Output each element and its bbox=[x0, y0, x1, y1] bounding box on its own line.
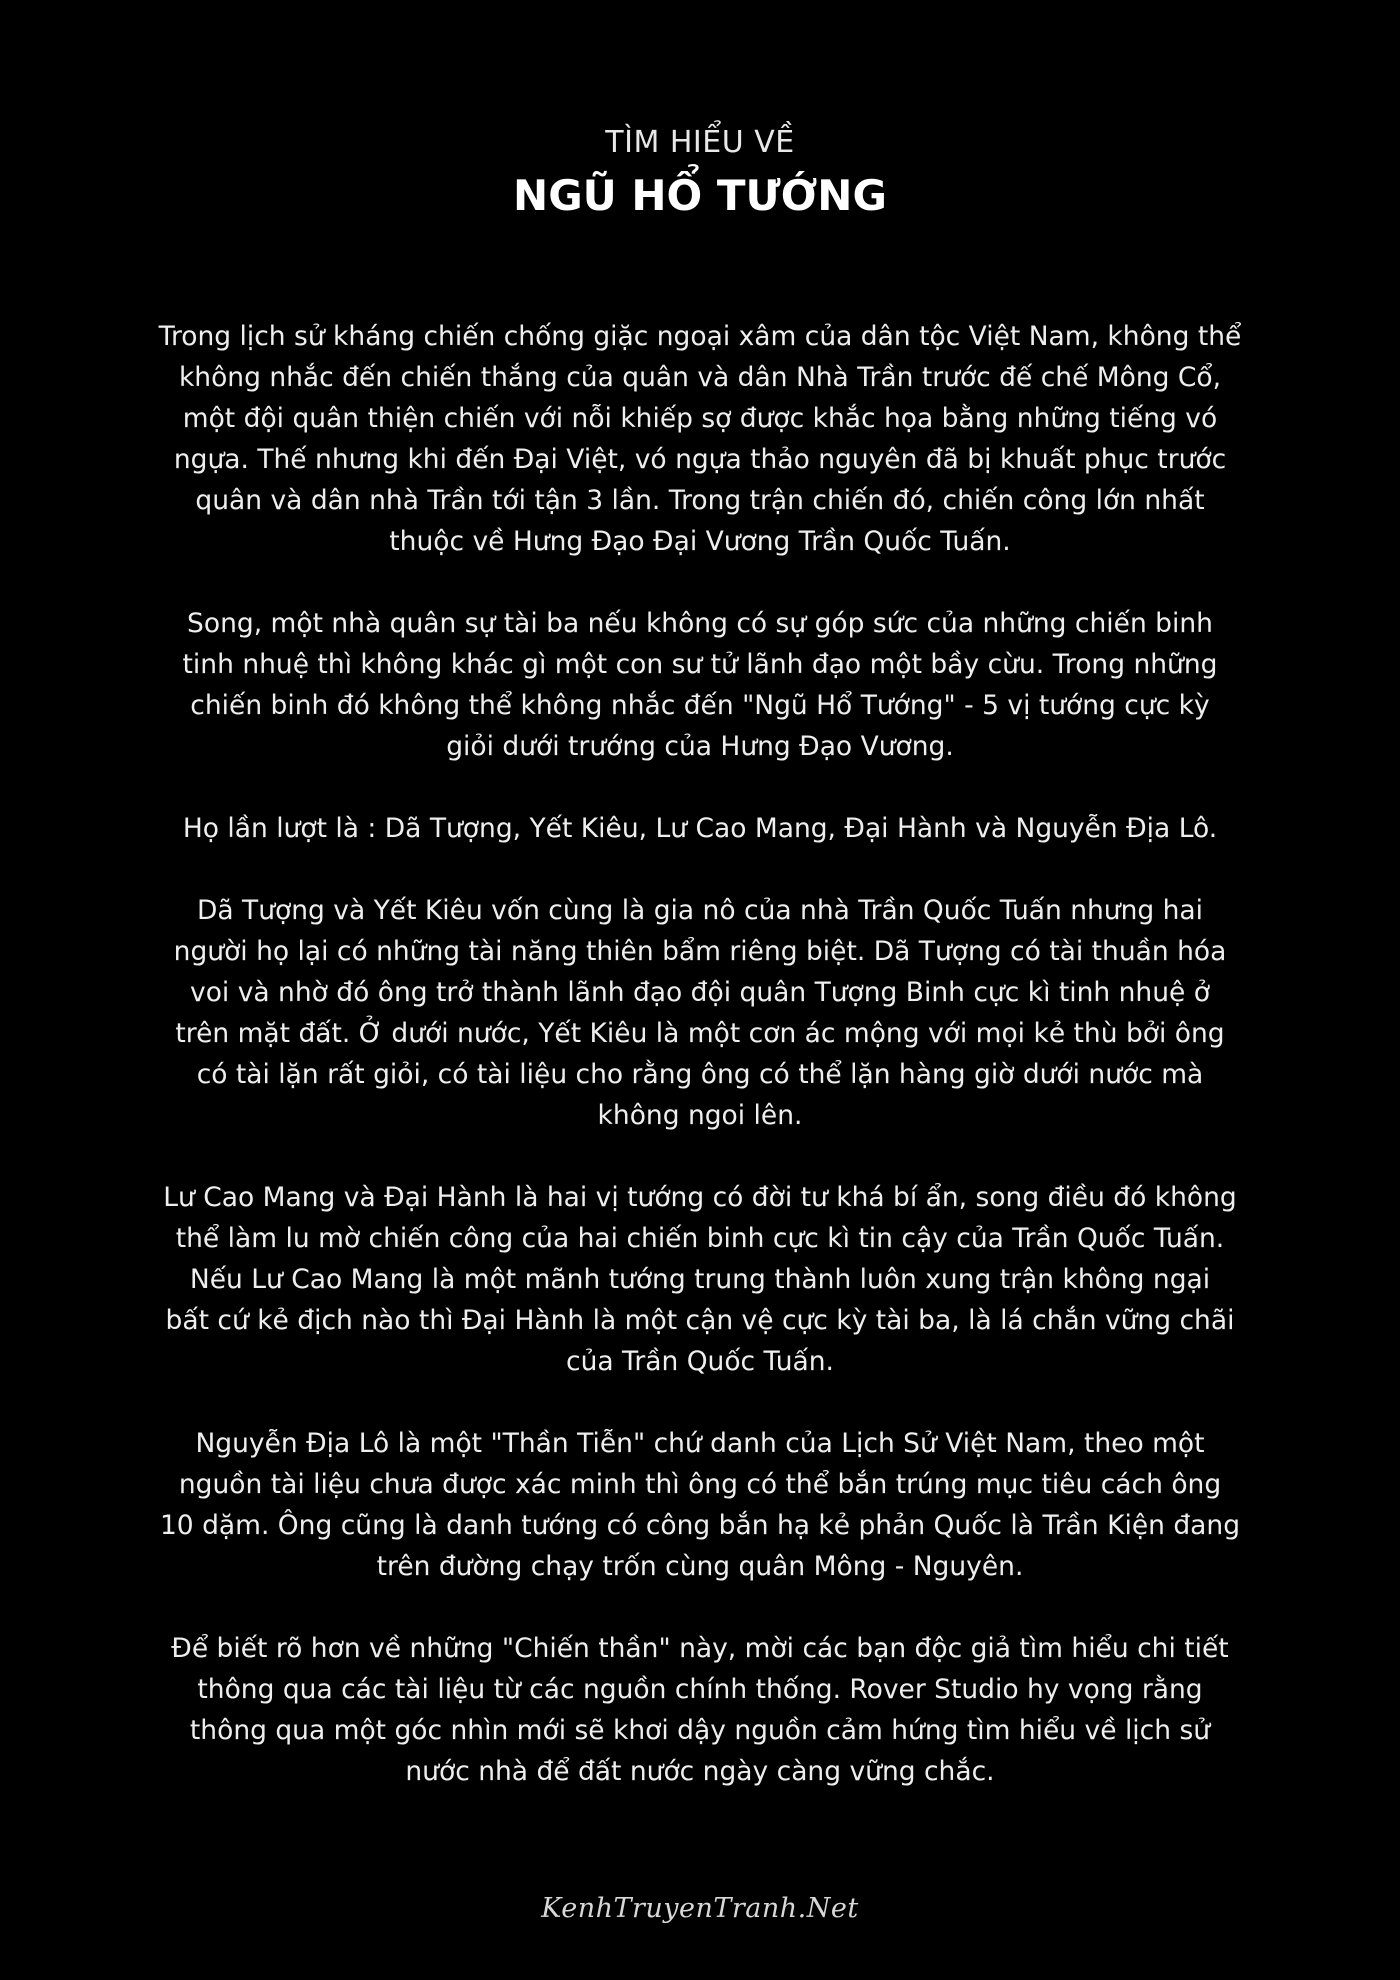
paragraph-6 bbox=[120, 1423, 1280, 1587]
paragraph-line: có tài lặn rất giỏi, có tài liệu cho rằng ông có thể lặn hàng giờ dưới nước mà bbox=[196, 1059, 1204, 1090]
article-body bbox=[120, 316, 1280, 1833]
paragraph-line: tinh nhuệ thì không khác gì một con sư tử lãnh đạo một bầy cừu. Trong những bbox=[182, 649, 1218, 680]
paragraph-line: người họ lại có những tài năng thiên bẩm riêng biệt. Dã Tượng có tài thuần hóa bbox=[173, 936, 1227, 967]
paragraph-line: không ngoi lên. bbox=[597, 1100, 803, 1131]
paragraph-7 bbox=[120, 1628, 1280, 1792]
paragraph-line: nước nhà để đất nước ngày càng vững chắc. bbox=[405, 1756, 995, 1787]
paragraph-line: thuộc về Hưng Đạo Đại Vương Trần Quốc Tuấn. bbox=[389, 526, 1011, 557]
paragraph-line: giỏi dưới trướng của Hưng Đạo Vương. bbox=[446, 731, 954, 762]
paragraph-line: Nếu Lư Cao Mang là một mãnh tướng trung thành luôn xung trận không ngại bbox=[189, 1264, 1211, 1295]
article-title: NGŨ HỔ TƯỚNG bbox=[513, 171, 887, 220]
paragraph-line: một đội quân thiện chiến với nỗi khiếp sợ được khắc họa bằng những tiếng vó bbox=[182, 403, 1218, 434]
paragraph-3 bbox=[120, 808, 1280, 849]
paragraph-line: Trong lịch sử kháng chiến chống giặc ngoại xâm của dân tộc Việt Nam, không thể bbox=[158, 321, 1242, 352]
paragraph-line: Họ lần lượt là : Dã Tượng, Yết Kiêu, Lư Cao Mang, Đại Hành và Nguyễn Địa Lô. bbox=[182, 813, 1218, 844]
article-kicker: TÌM HIỂU VỀ bbox=[605, 125, 795, 160]
paragraph-line: chiến binh đó không thể không nhắc đến "Ngũ Hổ Tướng" - 5 vị tướng cực kỳ bbox=[190, 690, 1210, 721]
paragraph-5 bbox=[120, 1177, 1280, 1382]
paragraph-line: thông qua một góc nhìn mới sẽ khơi dậy nguồn cảm hứng tìm hiểu về lịch sử bbox=[189, 1715, 1211, 1746]
paragraph-line: nguồn tài liệu chưa được xác minh thì ông có thể bắn trúng mục tiêu cách ông bbox=[178, 1469, 1222, 1500]
paragraph-line: Lư Cao Mang và Đại Hành là hai vị tướng có đời tư khá bí ẩn, song điều đó không bbox=[163, 1182, 1237, 1213]
paragraph-line: voi và nhờ đó ông trở thành lãnh đạo đội quân Tượng Binh cực kì tinh nhuệ ở bbox=[190, 977, 1210, 1008]
paragraph-line: thể làm lu mờ chiến công của hai chiến binh cực kì tin cậy của Trần Quốc Tuấn. bbox=[175, 1223, 1225, 1254]
watermark-text: KenhTruyenTranh.Net bbox=[541, 1893, 859, 1924]
paragraph-line: ngựa. Thế nhưng khi đến Đại Việt, vó ngựa thảo nguyên đã bị khuất phục trước bbox=[173, 444, 1227, 475]
paragraph-1 bbox=[120, 316, 1280, 562]
paragraph-line: Nguyễn Địa Lô là một "Thần Tiễn" chứ danh của Lịch Sử Việt Nam, theo một bbox=[195, 1428, 1205, 1459]
paragraph-line: của Trần Quốc Tuấn. bbox=[566, 1346, 834, 1377]
paragraph-line: Để biết rõ hơn về những "Chiến thần" này, mời các bạn độc giả tìm hiểu chi tiết bbox=[171, 1633, 1229, 1664]
paragraph-line: thông qua các tài liệu từ các nguồn chính thống. Rover Studio hy vọng rằng bbox=[197, 1674, 1203, 1705]
paragraph-line: trên mặt đất. Ở dưới nước, Yết Kiêu là một cơn ác mộng với mọi kẻ thù bởi ông bbox=[175, 1018, 1225, 1049]
paragraph-line: không nhắc đến chiến thắng của quân và dân Nhà Trần trước đế chế Mông Cổ, bbox=[178, 362, 1222, 393]
paragraph-line: 10 dặm. Ông cũng là danh tướng có công bắn hạ kẻ phản Quốc là Trần Kiện đang bbox=[159, 1510, 1241, 1541]
paragraph-line: Dã Tượng và Yết Kiêu vốn cùng là gia nô của nhà Trần Quốc Tuấn nhưng hai bbox=[196, 895, 1204, 926]
paragraph-line: quân và dân nhà Trần tới tận 3 lần. Trong trận chiến đó, chiến công lớn nhất bbox=[195, 485, 1205, 516]
paragraph-line: trên đường chạy trốn cùng quân Mông - Nguyên. bbox=[376, 1551, 1024, 1582]
paragraph-4 bbox=[120, 890, 1280, 1136]
paragraph-line: bất cứ kẻ địch nào thì Đại Hành là một cận vệ cực kỳ tài ba, là lá chắn vững chãi bbox=[165, 1305, 1235, 1336]
paragraph-line: Song, một nhà quân sự tài ba nếu không có sự góp sức của những chiến binh bbox=[187, 608, 1213, 639]
paragraph-2 bbox=[120, 603, 1280, 767]
article-header bbox=[0, 122, 1400, 226]
